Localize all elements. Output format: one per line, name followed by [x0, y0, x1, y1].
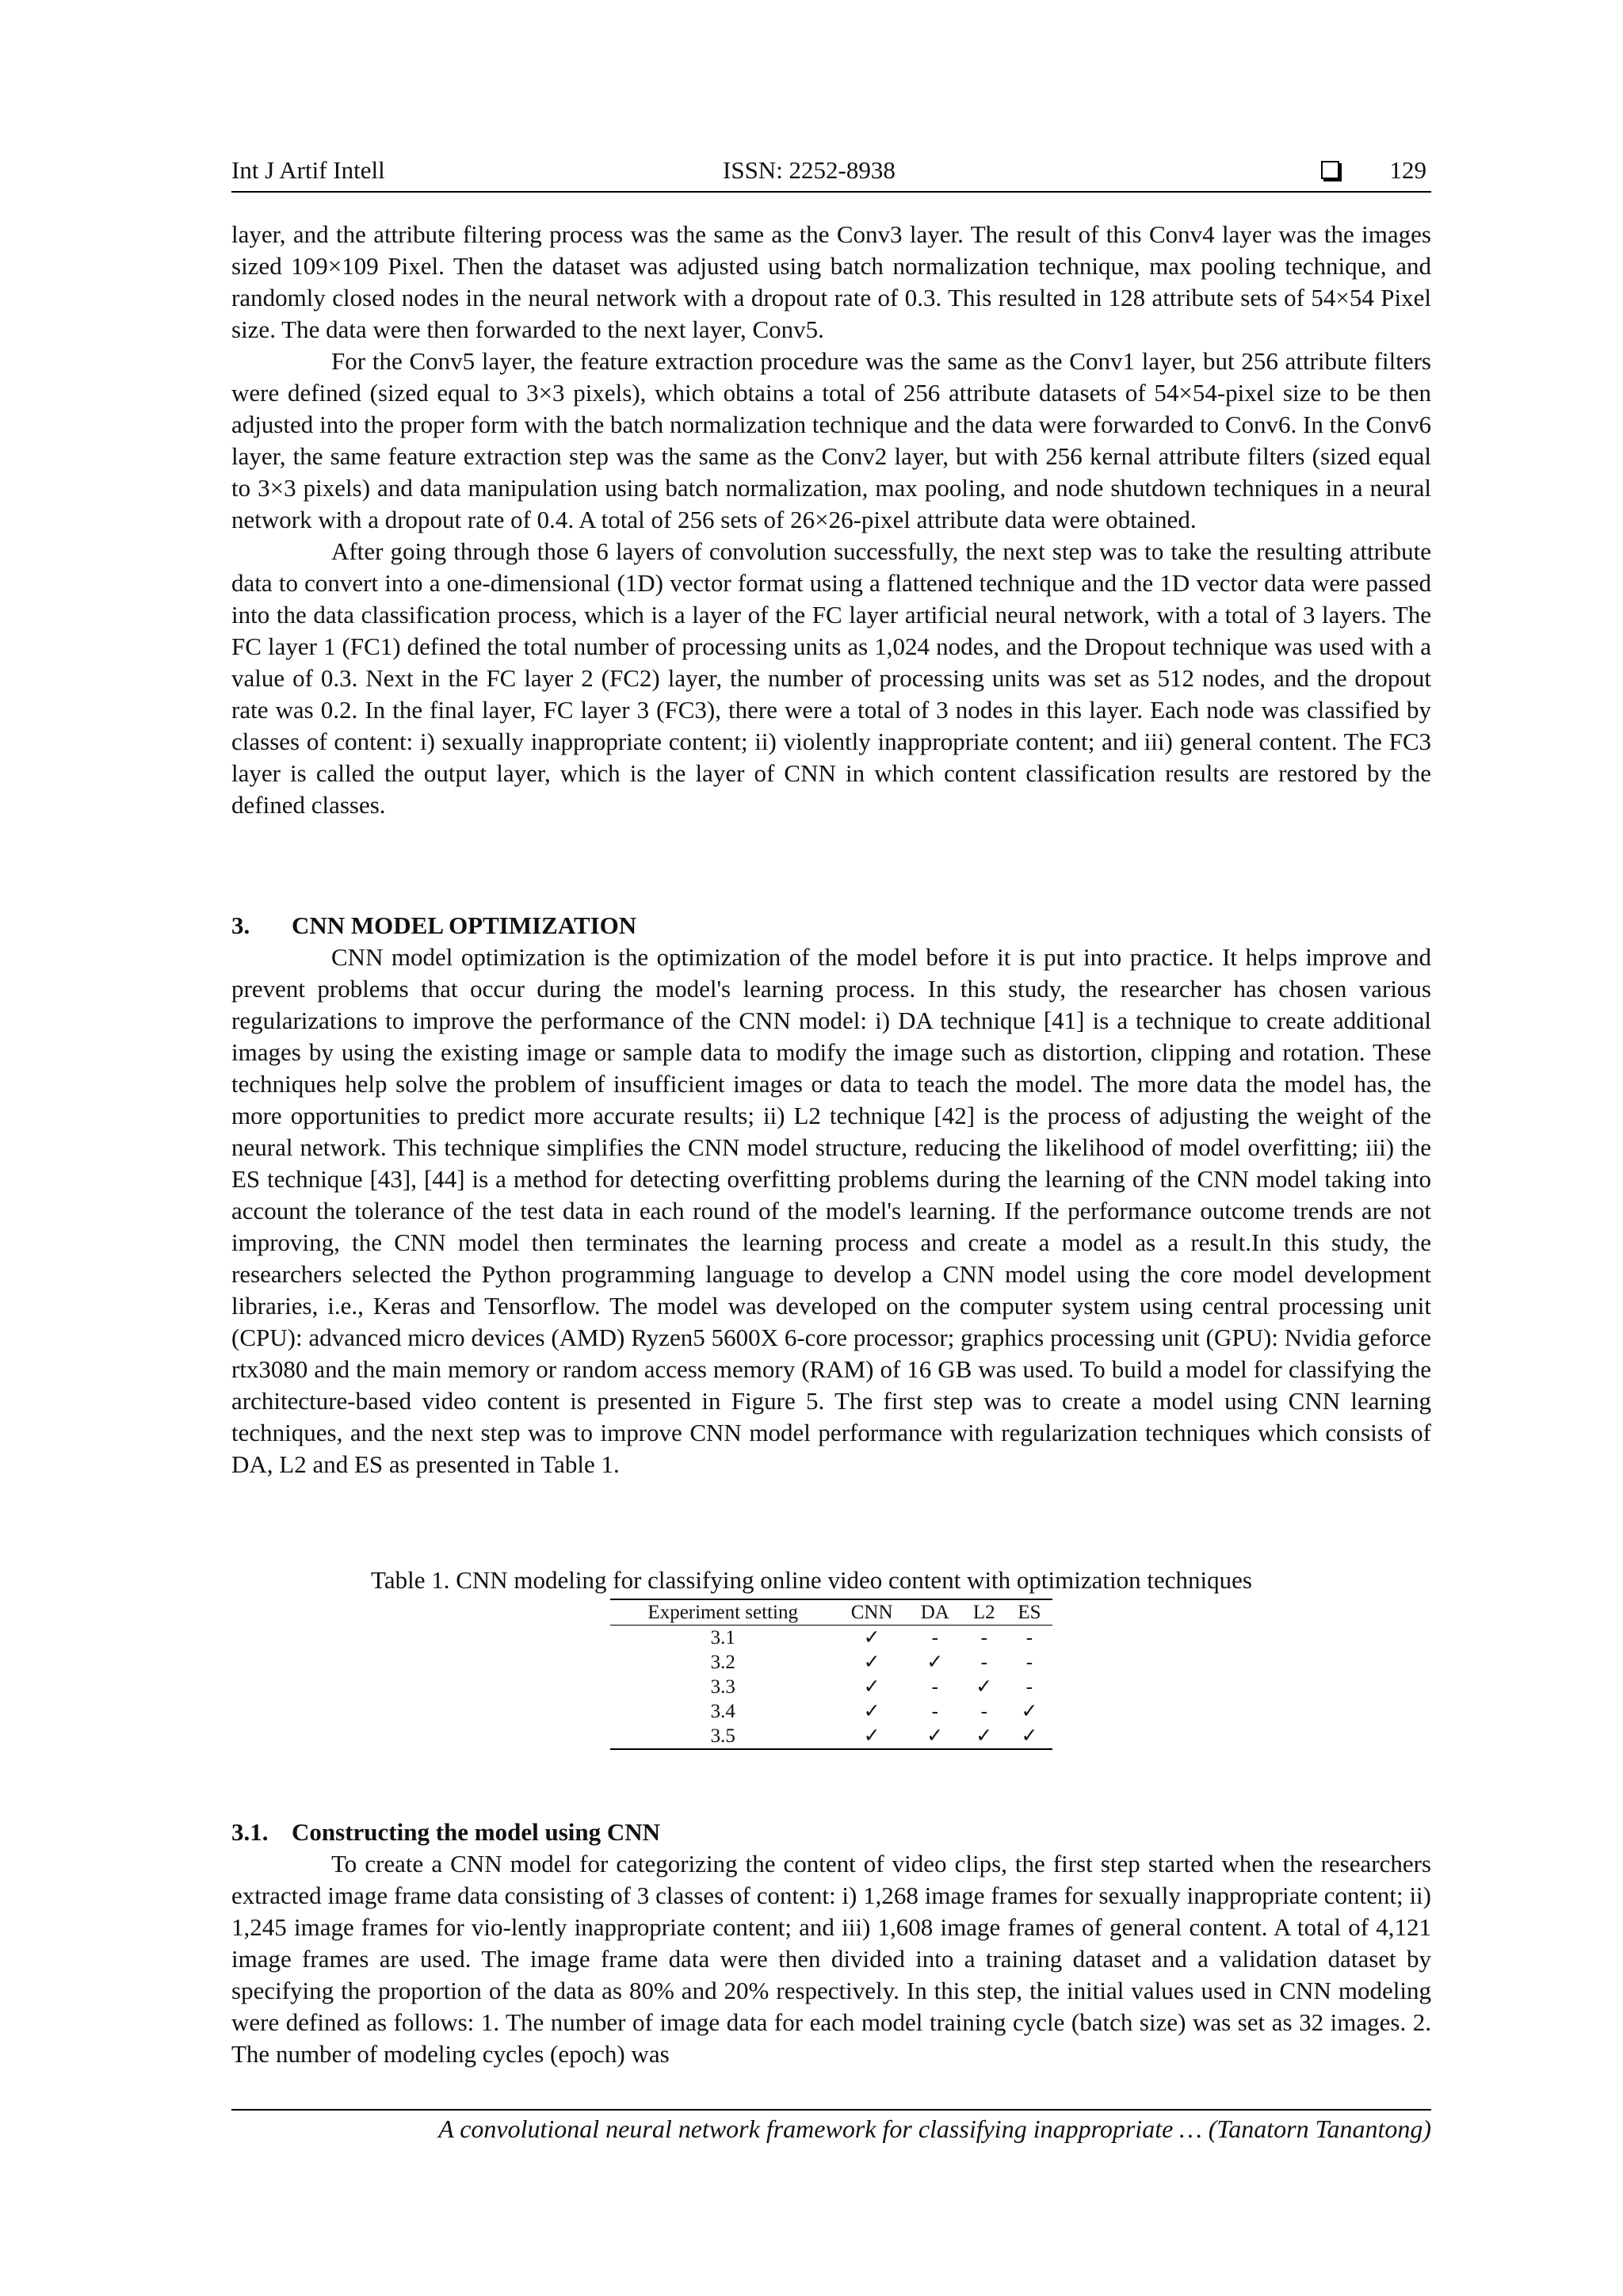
table-cell: ✓ [926, 1652, 944, 1673]
paragraph: CNN model optimization is the optimization of the model before it is put into practice. It helps improve and prevent problems that occur during the model's learning process. In this study, the researcher has chosen various regularizations to improve the performance of the CNN model: i) DA technique [41] is a technique to create additional images by using the existing image or sample data to modify the image such as distortion, clipping and rotation. These techniques help solve the problem of insufficient images or data to teach the model. The more data the model has, the more opportunities to predict more accurate results; ii) L2 technique [42] is the process of adjusting the weight of the neural network. This technique simplifies the CNN model structure, reducing the likelihood of model overfitting; iii) the ES technique [43], [44] is a method for detecting overfitting problems during the learning of the CNN model taking into account the tolerance of the test data in each round of the model's learning. If the performance outcome trends are not improving, the CNN model then terminates the learning process and create a model as a result.In this study, the researchers selected the Python programming language to develop a CNN model using the core model development libraries, i.e., Keras and Tensorflow. The model was developed on the computer system using central processing unit (CPU): advanced micro devices (AMD) Ryzen5 5600X 6-core processor; graphics processing unit (GPU): Nvidia geforce rtx3080 and the main memory or random access memory (RAM) of 16 GB was used. To build a model for classifying the architecture-based video content is presented in Figure 5. The first step was to create a model using CNN learning techniques, and the next step was to improve CNN model performance with regularization techniques which consists of DA, L2 and ES as presented in Table 1. [231, 943, 1431, 1478]
table-cell: 3.4 [710, 1701, 735, 1722]
table-cell: ✓ [863, 1652, 880, 1673]
paragraph: For the Conv5 layer, the feature extraction procedure was the same as the Conv1 layer, but 256 attribute filters were defined (sized equal to 3×3 pixels), which obtains a total of 256 attribute datasets of 54×54-pixel size to be then adjusted into the proper form with the batch normalization technique and the data were forwarded to Conv6. In the Conv6 layer, the same feature extraction step was the same as the Conv2 layer, but with 256 kernal attribute filters (sized equal to 3×3 pixels) and data manipulation using batch normalization, max pooling, and node shutdown techniques in a neural network with a dropout rate of 0.4. A total of 256 sets of 26×26-pixel attribute data were obtained. [231, 347, 1431, 533]
table-cell: - [980, 1627, 987, 1648]
table-cell: ✓ [863, 1701, 880, 1722]
table-header-row [610, 1599, 1052, 1626]
table-cell: - [1025, 1676, 1033, 1698]
section-title: CNN MODEL OPTIMIZATION [292, 911, 637, 939]
table-cell: 3.5 [710, 1725, 735, 1747]
journal-name: Int J Artif Intell [231, 156, 385, 184]
square-bullet-icon [1321, 161, 1339, 179]
table-cell: 3.2 [710, 1652, 735, 1673]
table-cell: ✓ [976, 1725, 993, 1747]
table-cell: - [1025, 1627, 1033, 1648]
running-header [231, 156, 1431, 193]
table-header-cell: CNN [835, 1599, 907, 1626]
table-cell: ✓ [863, 1627, 880, 1648]
table-row [610, 1650, 1052, 1675]
section-number: 3. [231, 911, 250, 939]
page-number: 129 [1389, 156, 1426, 184]
table-header-cell: Experiment setting [610, 1599, 835, 1626]
section-body [231, 942, 1431, 1480]
section-title: Constructing the model using CNN [292, 1818, 661, 1846]
table-cell: 3.1 [710, 1627, 735, 1648]
footer-rule [231, 2109, 1431, 2111]
table-cell: - [931, 1701, 938, 1722]
table-cell: ✓ [863, 1676, 880, 1698]
subsection-body [231, 1848, 1431, 2070]
table-cell: ✓ [926, 1725, 944, 1747]
table-header-cell: ES [1006, 1599, 1052, 1626]
table-row [610, 1626, 1052, 1651]
table-header-cell: DA [908, 1599, 962, 1626]
subsection-heading [231, 1817, 660, 1848]
section-number: 3.1. [231, 1818, 269, 1846]
paragraph: To create a CNN model for categorizing the content of video clips, the first step started when the researchers extracted image frame data consisting of 3 classes of content: i) 1,268 image frames for sexually inappropriate content; ii) 1,245 image frames for vio-lently inappropriate content; and iii) 1,608 image frames of general content. A total of 4,121 image frames are used. The image frame data were then divided into a training dataset and a validation dataset by specifying the proportion of the data as 80% and 20% respectively. In this step, the initial values used in CNN modeling were defined as follows: 1. The number of image data for each model training cycle (batch size) was set as 32 images. 2. The number of modeling cycles (epoch) was [231, 1850, 1431, 2068]
table-cell: - [980, 1652, 987, 1673]
table-cell: ✓ [863, 1725, 880, 1747]
table-cell: - [931, 1676, 938, 1698]
table-cell: ✓ [976, 1676, 993, 1698]
table-cell: 3.3 [710, 1676, 735, 1698]
table-cell: - [980, 1701, 987, 1722]
issn: ISSN: 2252-8938 [723, 156, 896, 184]
paragraph: After going through those 6 layers of convolution successfully, the next step was to take the resulting attribute data to convert into a one-dimensional (1D) vector format using a flattened technique and the 1D vector data were passed into the data classification process, which is a layer of the FC layer artificial neural network, with a total of 3 layers. The FC layer 1 (FC1) defined the total number of processing units as 1,024 nodes, and the Dropout technique was used with a value of 0.3. Next in the FC layer 2 (FC2) layer, the number of processing units was set as 512 nodes, and the dropout rate was 0.2. In the final layer, FC layer 3 (FC3), there were a total of 3 nodes in this layer. Each node was classified by classes of content: i) sexually inappropriate content; ii) violently inappropriate content; and iii) general content. The FC3 layer is called the output layer, which is the layer of CNN in which content classification results are restored by the defined classes. [231, 537, 1431, 819]
table-cell: - [1025, 1652, 1033, 1673]
section-heading [231, 910, 636, 942]
table-cell: - [931, 1627, 938, 1648]
table-header-cell: L2 [962, 1599, 1006, 1626]
table-row [610, 1699, 1052, 1724]
paragraph: layer, and the attribute filtering process was the same as the Conv3 layer. The result of this Conv4 layer was the images sized 109×109 Pixel. Then the dataset was adjusted using batch normalization technique, max pooling technique, and randomly closed nodes in the neural network with a dropout rate of 0.3. This resulted in 128 attribute sets of 54×54 Pixel size. The data were then forwarded to the next layer, Conv5. [231, 220, 1431, 343]
table-row [610, 1724, 1052, 1749]
table-cell: ✓ [1021, 1725, 1038, 1747]
body-text-top [231, 219, 1431, 821]
table-row [610, 1675, 1052, 1699]
table-1 [610, 1599, 1052, 1750]
running-footer: A convolutional neural network framework for classifying inappropriate … (Tanatorn Tanantong) [438, 2115, 1431, 2143]
table-cell: ✓ [1021, 1701, 1038, 1722]
table-caption: Table 1. CNN modeling for classifying online video content with optimization techniques [371, 1566, 1252, 1594]
